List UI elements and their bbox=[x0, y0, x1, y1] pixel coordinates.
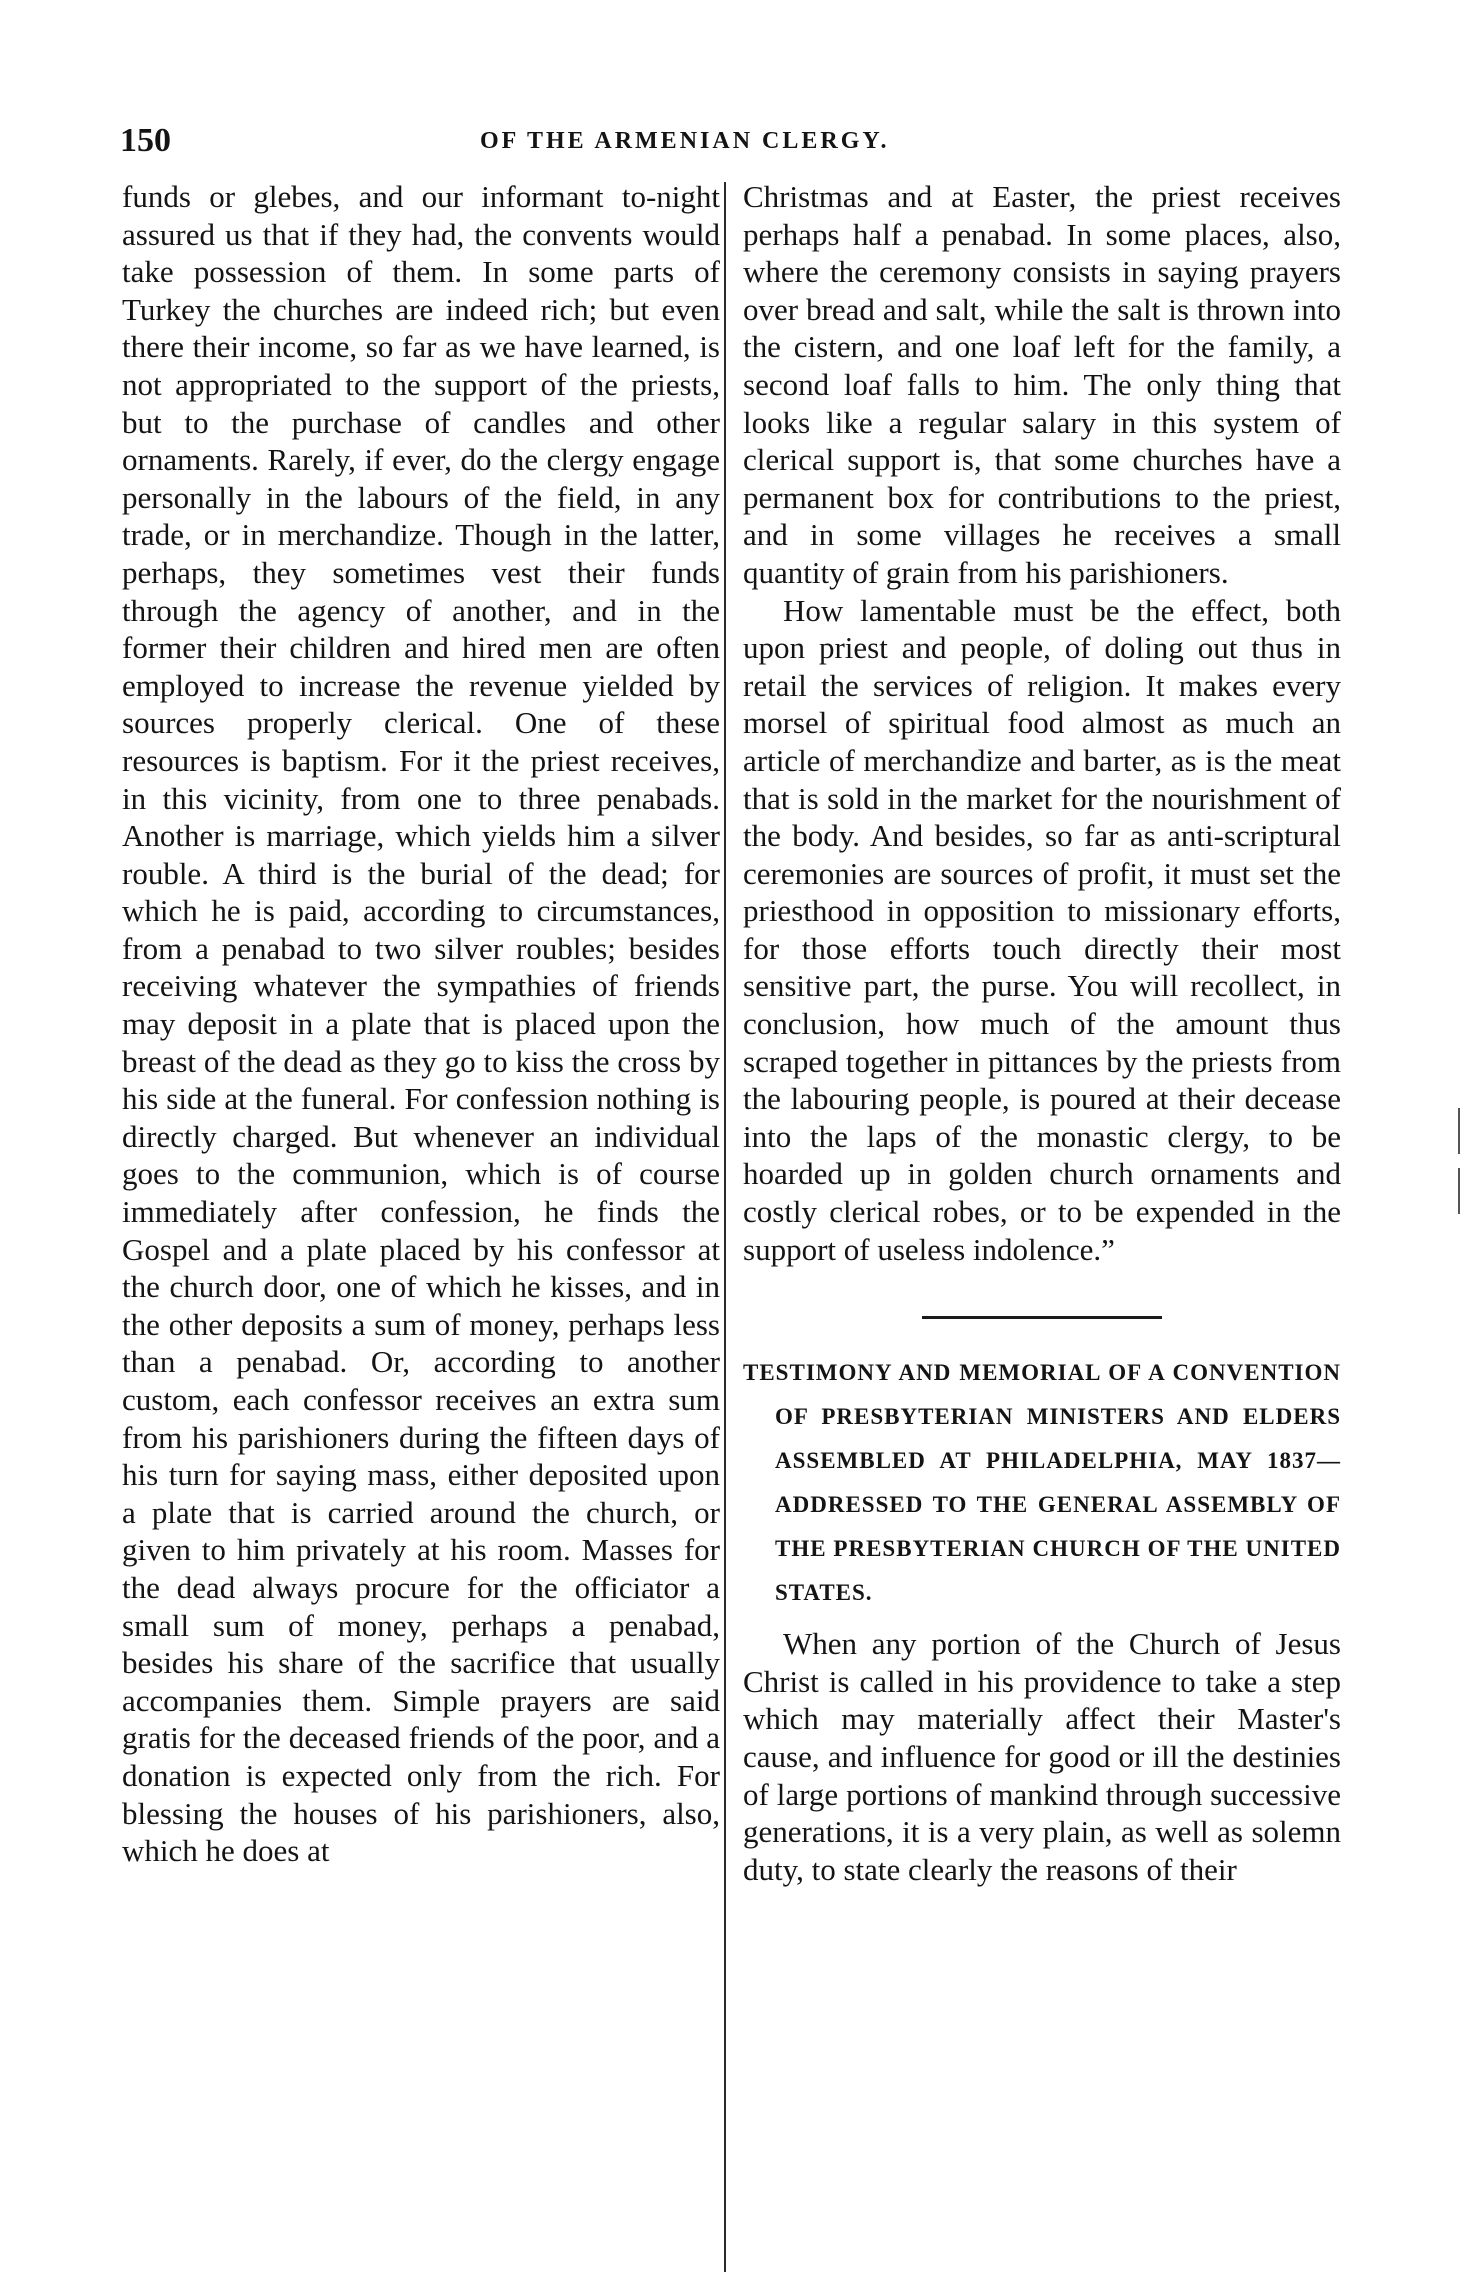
column-divider bbox=[724, 182, 726, 2272]
right-paragraph-1: Christmas and at Easter, the priest receives perhaps half a penabad. In some places, also, where the ceremony consists in saying prayers over bread and salt, while the salt is thrown into the cistern, and one loaf left for the family, a second loaf falls to him. The only thing that looks like a regular salary in this system of clerical support is, that some churches have a permanent box for contributions to the priest, and in some villages he receives a small quantity of grain from his parishioners. bbox=[743, 179, 1341, 590]
right-paragraph-3: When any portion of the Church of Jesus Christ is called in his providence to take a step which may materially affect their Master's cause, and influence for good or ill the destinies of large portions of mankind through successive generations, it is a very plain, as well as solemn duty, to state clearly the reasons of their bbox=[743, 1626, 1341, 1887]
section-divider-rule bbox=[922, 1316, 1162, 1319]
running-title: OF THE ARMENIAN CLERGY. bbox=[480, 128, 890, 154]
left-column bbox=[122, 178, 720, 1870]
page-number: 150 bbox=[120, 122, 171, 159]
left-column-paragraph: funds or glebes, and our informant to-night assured us that if they had, the convents would take possession of them. In some parts of Turkey the churches are indeed rich; but even there their income, so far as we have learned, is not appropriated to the support of the priests, but to the purchase of candles and other ornaments. Rarely, if ever, do the clergy engage personally in the labours of the field, in any trade, or in merchandize. Though in the latter, perhaps, they sometimes vest their funds through the agency of another, and in the former their children and hired men are often employed to increase the revenue yielded by sources properly clerical. One of these resources is baptism. For it the priest receives, in this vicinity, from one to three penabads. Another is marriage, which yields him a silver rouble. A third is the burial of the dead; for which he is paid, according to circumstances, from a penabad to two silver roubles; besides receiving whatever the sympathies of friends may deposit in a plate that is placed upon the breast of the dead as they go to kiss the cross by his side at the funeral. For confession nothing is directly charged. But whenever an individual goes to the communion, which is of course immediately after confession, he finds the Gospel and a plate placed by his confessor at the church door, one of which he kisses, and in the other deposits a sum of money, perhaps less than a penabad. Or, according to another custom, each confessor receives an extra sum from his parishioners during the fifteen days of his turn for saying mass, either deposited upon a plate that is carried around the church, or given to him privately at his room. Masses for the dead always procure for the officiator a small sum of money, perhaps a penabad, besides his share of the sacrifice that usually accompanies them. Simple prayers are said gratis for the deceased friends of the poor, and a donation is expected only from the rich. For blessing the houses of his parishioners, also, which he does at bbox=[122, 179, 720, 1869]
right-paragraph-2: How lamentable must be the effect, both upon priest and people, of doling out thus in retail the services of religion. It makes every morsel of spiritual food almost as much an article of merchandize and barter, as is the meat that is sold in the market for the nourishment of the body. And besides, so far as anti-scriptural ceremonies are sources of profit, it must set the priesthood in opposition to missionary efforts, for those efforts touch directly their most sensitive part, the purse. You will recollect, in conclusion, how much of the amount thus scraped together in pittances by the priests from the labouring people, is poured at their decease into the laps of the monastic clergy, to be hoarded up in golden church ornaments and costly clerical robes, or to be expended in the support of useless indolence.” bbox=[743, 592, 1341, 1267]
section-heading: TESTIMONY AND MEMORIAL OF A CONVENTION OF PRESBYTERIAN MINISTERS AND ELDERS ASSEMBLED AT PHILADELPHIA, MAY 1837—ADDRESSED TO THE GENERAL ASSEMBLY OF THE PRESBYTERIAN CHURCH OF THE UNITED STATES. bbox=[743, 1360, 1341, 1606]
right-column bbox=[743, 178, 1341, 1888]
